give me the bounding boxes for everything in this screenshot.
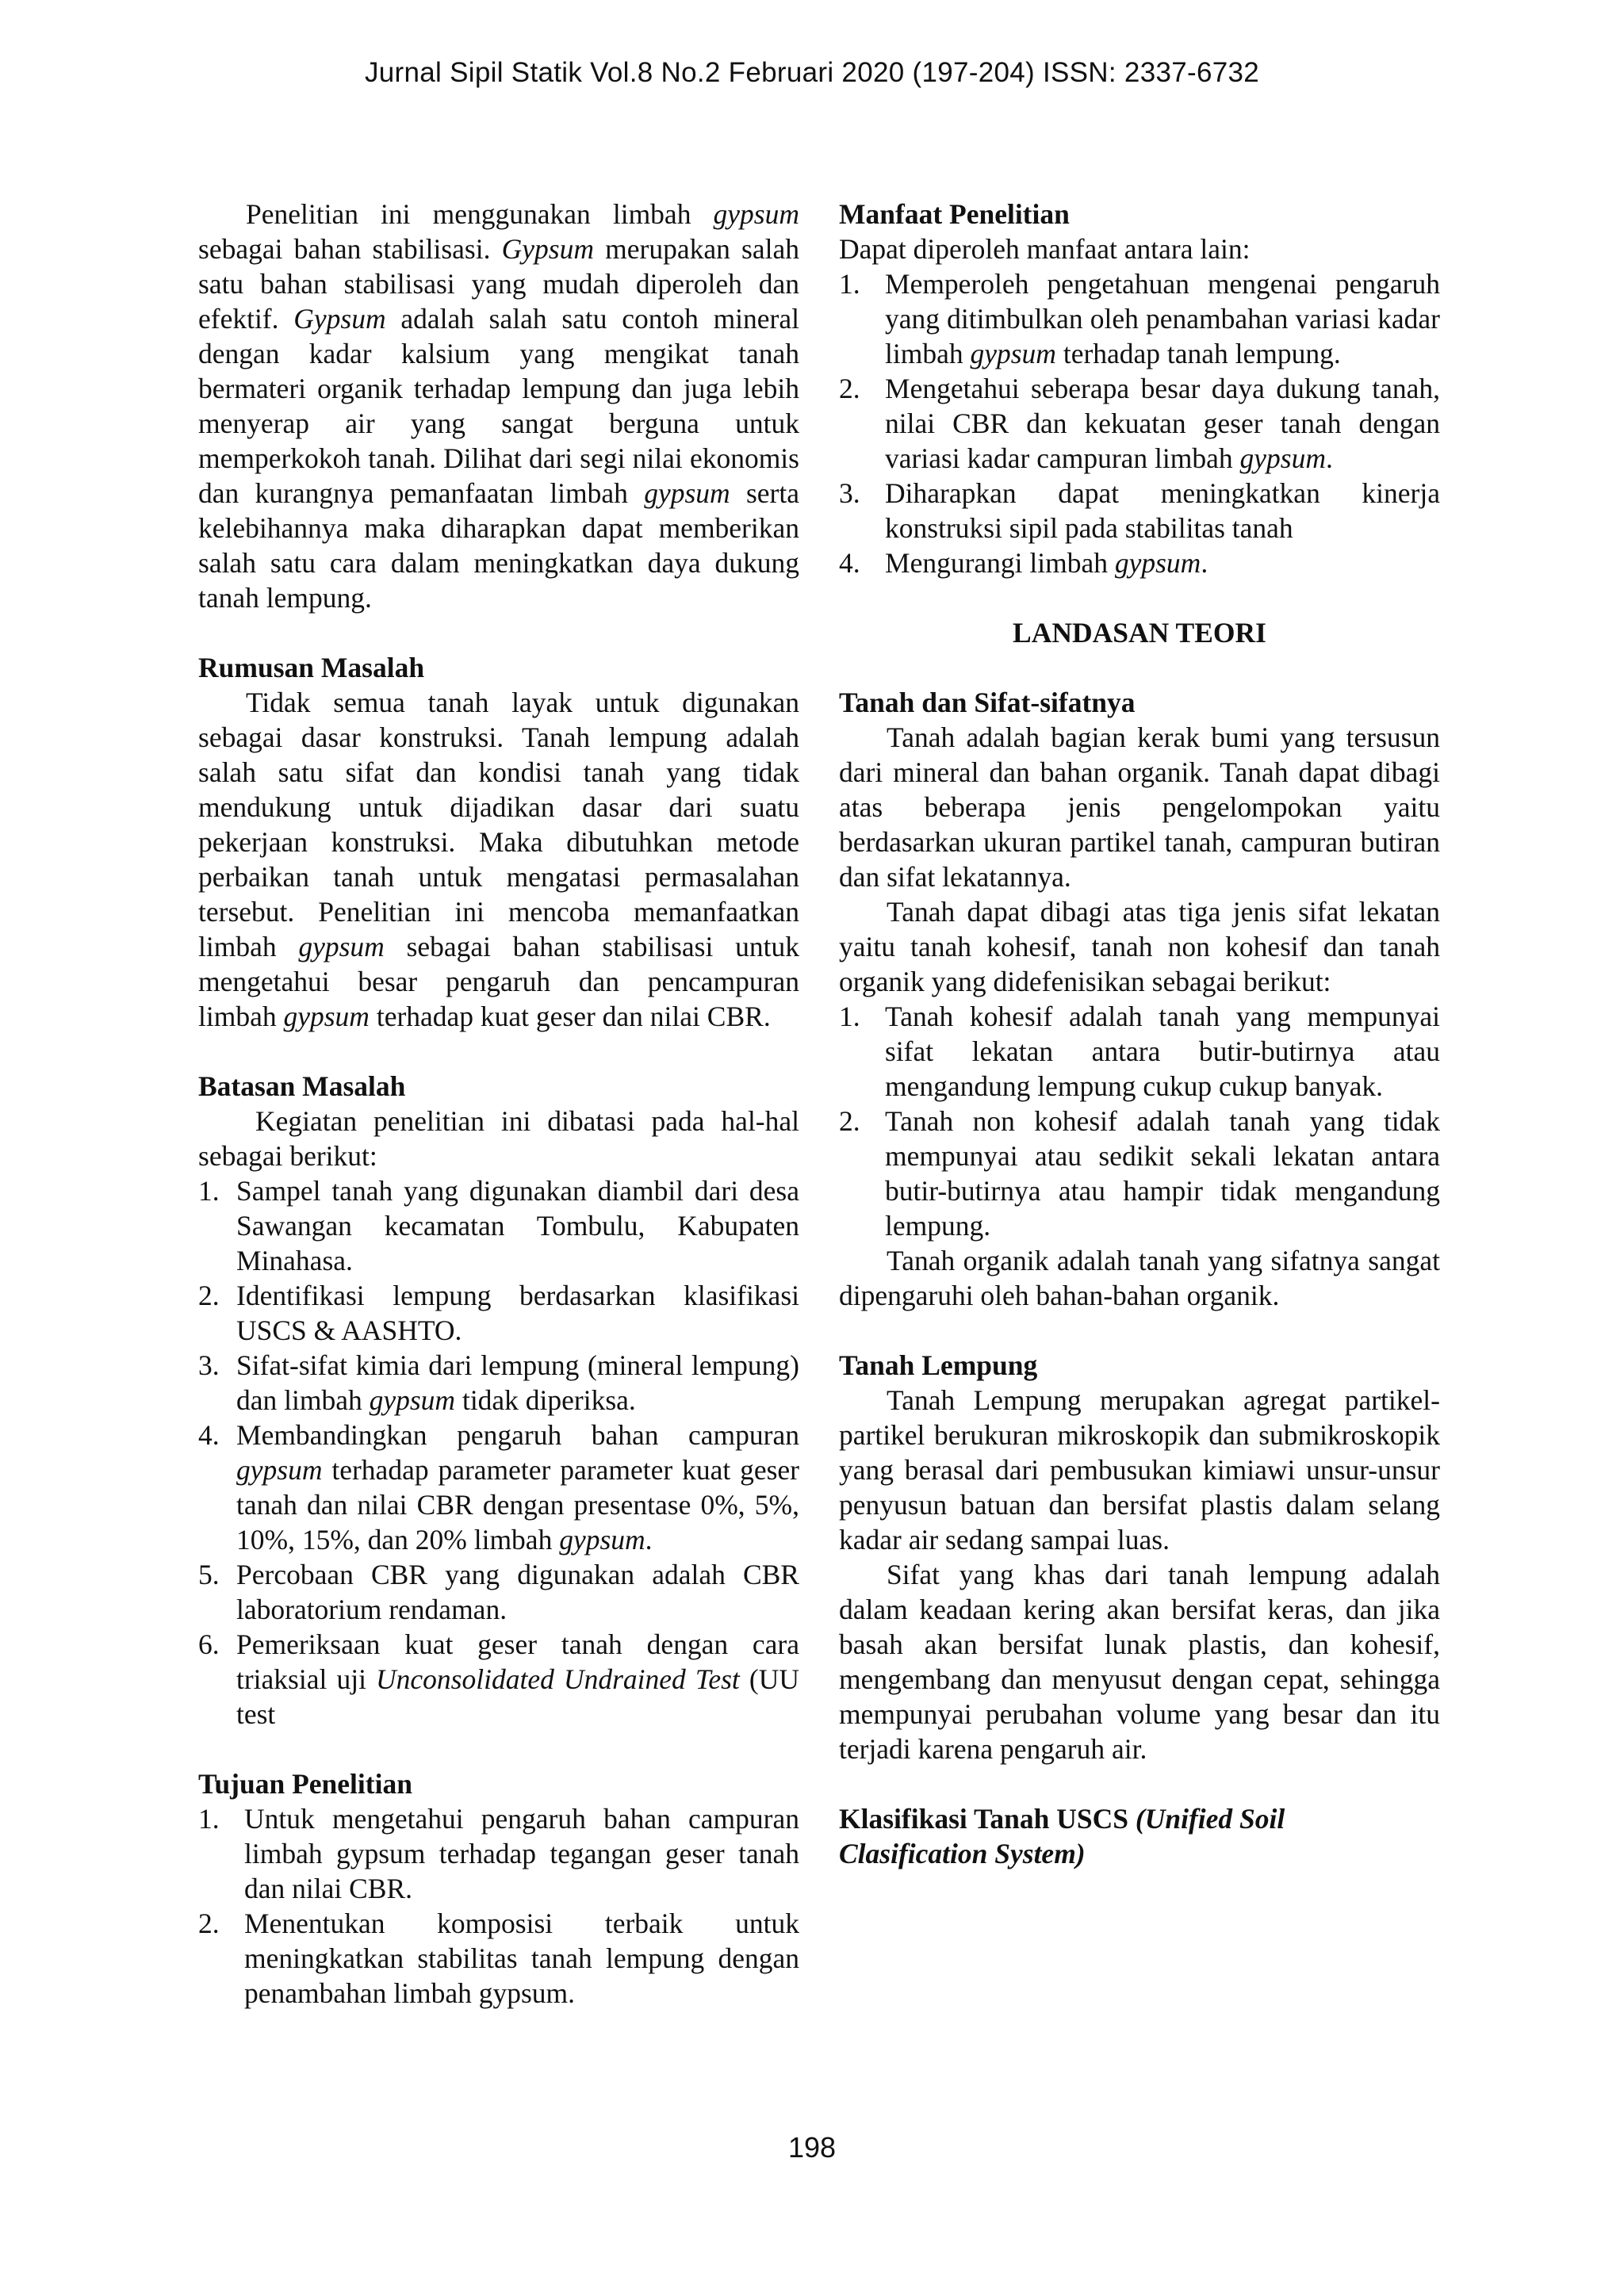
rumusan-paragraph: Tidak semua tanah layak untuk digunakan sebagai dasar konstruksi. Tanah lempung adalah salah satu sifat dan kondisi tanah yang tidak mendukung untuk dijadikan dasar dari suatu pekerjaan konstruksi. Maka dibutuhkan metode perbaikan tanah untuk mengatasi permasalahan tersebut. Penelitian ini mencoba memanfaatkan limbah gypsum sebagai bahan stabilisasi untuk mengetahui besar pengaruh dan pencampuran limbah gypsum terhadap kuat geser dan nilai CBR. — [198, 687, 799, 1032]
journal-header: Jurnal Sipil Statik Vol.8 No.2 Februari 2020 (197-204) ISSN: 2337-6732 — [364, 57, 1260, 88]
uscs-heading: Klasifikasi Tanah USCS (Unified Soil Clasification System) — [839, 1803, 1285, 1869]
list-item: 2. Identifikasi lempung berdasarkan klasifikasi USCS & AASHTO. — [198, 1280, 799, 1346]
tanah-paragraph-2: Tanah dapat dibagi atas tiga jenis sifat lekatan yaitu tanah kohesif, tanah non kohesif dan tanah organik yang didefenisikan sebagai berikut: — [839, 896, 1440, 997]
list-item: 2. Mengetahui seberapa besar daya dukung tanah, nilai CBR dan kekuatan geser tanah dengan variasi kadar campuran limbah gypsum. — [839, 373, 1440, 474]
lempung-heading: Tanah Lempung — [839, 1349, 1038, 1381]
tanah-list — [839, 999, 1440, 1243]
lempung-paragraph-2: Sifat yang khas dari tanah lempung adalah dalam keadaan kering akan bersifat keras, dan jika basah akan bersifat lunak plastis, dan kohesif, mengembang dan menyusut dengan cepat, sehingga mempunyai perubahan volume yang besar dan itu terjadi karena pengaruh air. — [839, 1559, 1440, 1765]
tujuan-list — [198, 1801, 799, 2011]
section-heading-landasan: LANDASAN TEORI — [1013, 617, 1266, 649]
manfaat-heading: Manfaat Penelitian — [839, 198, 1070, 230]
list-item: 5. Percobaan CBR yang digunakan adalah CBR laboratorium rendaman. — [198, 1559, 799, 1625]
list-item: 1. Tanah kohesif adalah tanah yang mempunyai sifat lekatan antara butir-butirnya atau mengandung lempung cukup cukup banyak. — [839, 1001, 1440, 1102]
lempung-paragraph-1: Tanah Lempung merupakan agregat partikel-partikel berukuran mikroskopik dan submikroskopik yang berasal dari pembusukan kimiawi unsur-unsur penyusun batuan dan bersifat plastis dalam selang kadar air sedang sampai luas. — [839, 1384, 1440, 1556]
tanah-paragraph-3: Tanah organik adalah tanah yang sifatnya sangat dipengaruhi oleh bahan-bahan organik. — [839, 1245, 1440, 1311]
manfaat-intro: Dapat diperoleh manfaat antara lain: — [839, 233, 1251, 265]
right-column — [839, 197, 1440, 1871]
list-item: 3. Diharapkan dapat meningkatkan kinerja konstruksi sipil pada stabilitas tanah — [839, 477, 1440, 544]
batasan-heading: Batasan Masalah — [198, 1070, 406, 1102]
batasan-intro: Kegiatan penelitian ini dibatasi pada hal-hal sebagai berikut: — [198, 1105, 799, 1172]
list-item: 4. Mengurangi limbah gypsum. — [839, 547, 1208, 579]
list-item: 3. Sifat-sifat kimia dari lempung (mineral lempung) dan limbah gypsum tidak diperiksa. — [198, 1349, 799, 1416]
list-item: 2. Menentukan komposisi terbaik untuk meningkatkan stabilitas tanah lempung dengan penambahan limbah gypsum. — [198, 1908, 799, 2009]
manfaat-list — [839, 266, 1440, 580]
tujuan-heading: Tujuan Penelitian — [198, 1768, 412, 1800]
list-item: 2. Tanah non kohesif adalah tanah yang tidak mempunyai atau sedikit sekali lekatan antara butir-butirnya atau hampir tidak mengandung lempung. — [839, 1105, 1440, 1242]
list-item: 1. Memperoleh pengetahuan mengenai pengaruh yang ditimbulkan oleh penambahan variasi kadar limbah gypsum terhadap tanah lempung. — [839, 268, 1440, 369]
list-item: 6. Pemeriksaan kuat geser tanah dengan cara triaksial uji Unconsolidated Undrained Test (UU test — [198, 1628, 799, 1730]
tanah-paragraph-1: Tanah adalah bagian kerak bumi yang tersusun dari mineral dan bahan organik. Tanah dapat dibagi atas beberapa jenis pengelompokan yaitu berdasarkan ukuran partikel tanah, campuran butiran dan sifat lekatannya. — [839, 721, 1440, 893]
list-item: 4. Membandingkan pengaruh bahan campuran gypsum terhadap parameter parameter kuat geser tanah dan nilai CBR dengan presentase 0%, 5%, 10%, 15%, dan 20% limbah gypsum. — [198, 1419, 799, 1556]
left-column — [198, 197, 799, 2011]
rumusan-heading: Rumusan Masalah — [198, 652, 425, 683]
tanah-heading: Tanah dan Sifat-sifatnya — [839, 687, 1136, 718]
list-item: 1. Sampel tanah yang digunakan diambil dari desa Sawangan kecamatan Tombulu, Kabupaten Minahasa. — [198, 1175, 799, 1276]
batasan-list — [198, 1173, 799, 1732]
list-item: 1. Untuk mengetahui pengaruh bahan campuran limbah gypsum terhadap tegangan geser tanah dan nilai CBR. — [198, 1803, 799, 1904]
intro-paragraph: Penelitian ini menggunakan limbah gypsum sebagai bahan stabilisasi. Gypsum merupakan salah satu bahan stabilisasi yang mudah diperoleh dan efektif. Gypsum adalah salah satu contoh mineral dengan kadar kalsium yang mengikat tanah bermateri organik terhadap lempung dan juga lebih menyerap air yang sangat berguna untuk memperkokoh tanah. Dilihat dari segi nilai ekonomis dan kurangnya pemanfaatan limbah gypsum serta kelebihannya maka diharapkan dapat memberikan salah satu cara dalam meningkatkan daya dukung tanah lempung. — [198, 198, 799, 614]
page-number: 198 — [787, 2131, 837, 2164]
